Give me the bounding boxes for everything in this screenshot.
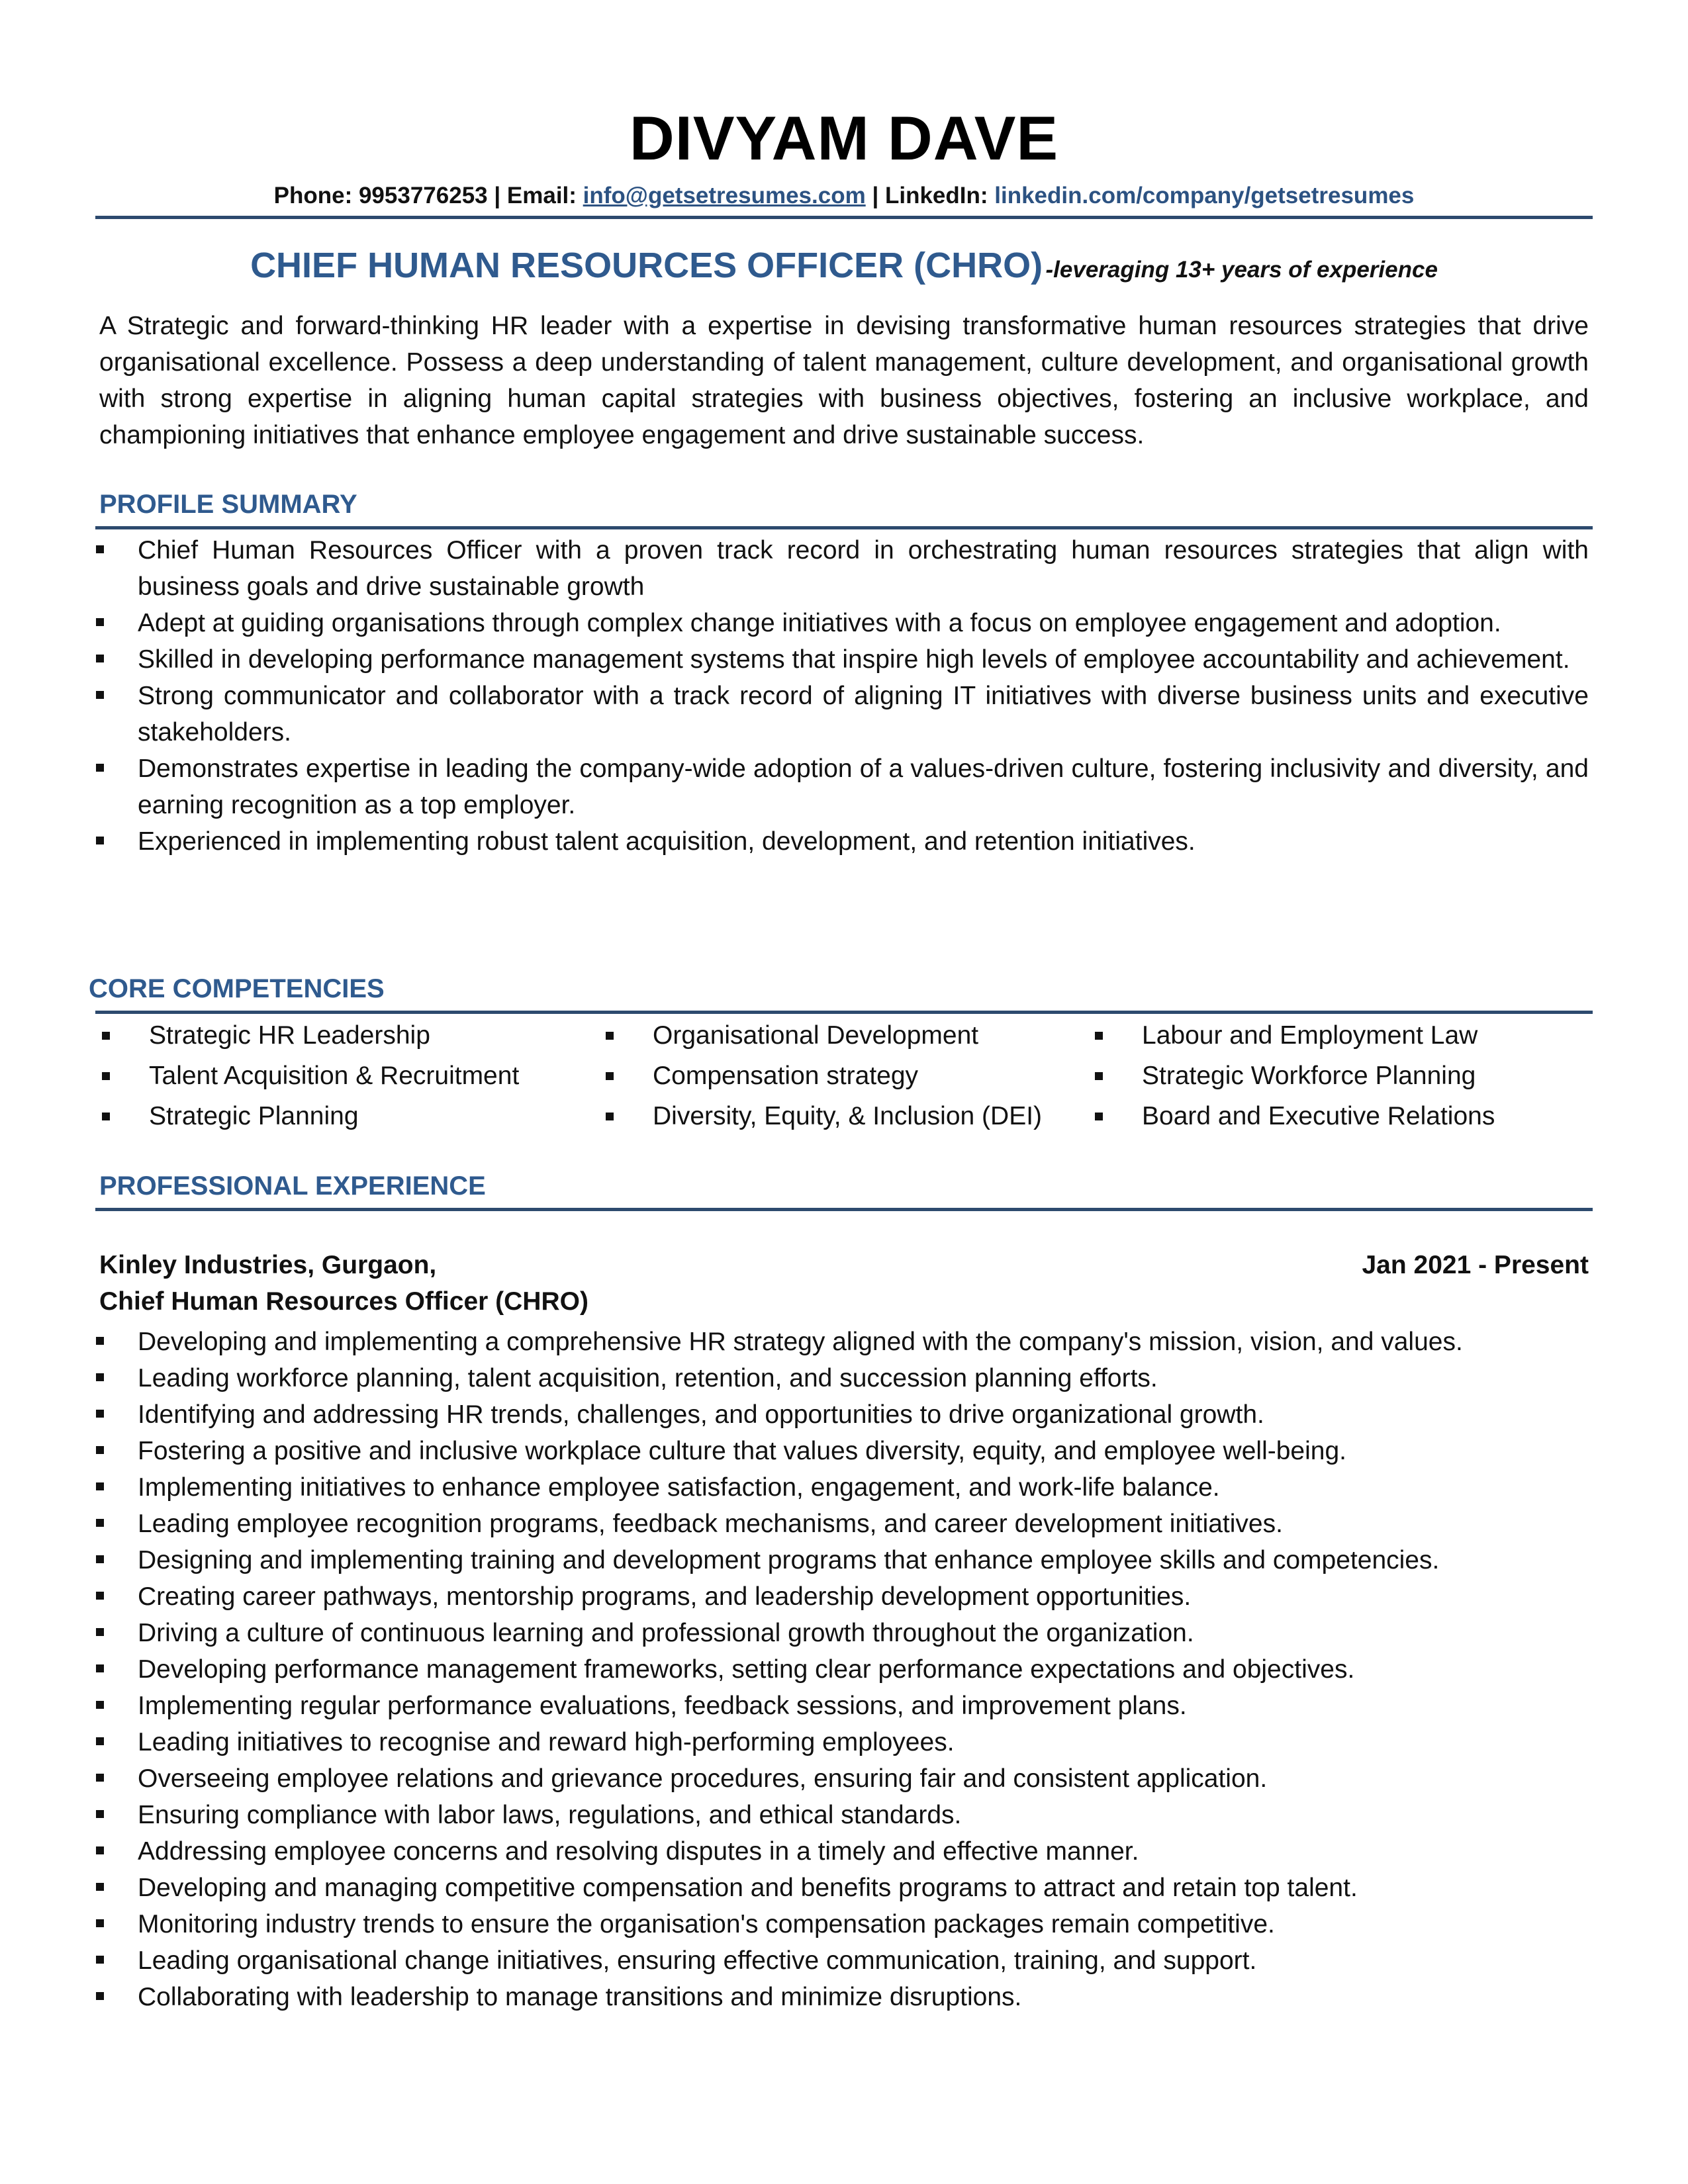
list-item-text: Implementing regular performance evaluations, feedback sessions, and improvement plans. <box>138 1692 1187 1720</box>
list-item <box>138 1542 1607 1578</box>
list-item-text: Strategic HR Leadership <box>149 1021 430 1050</box>
list-item <box>138 1360 1607 1396</box>
list-item-text: Leading initiatives to recognise and reward high-performing employees. <box>138 1728 955 1756</box>
list-item-text: Strategic Workforce Planning <box>1142 1062 1476 1090</box>
job-title: Chief Human Resources Officer (CHRO) <box>99 1287 588 1316</box>
list-item-text: Addressing employee concerns and resolving disputes in a timely and effective manner. <box>138 1837 1139 1866</box>
job-bullets <box>138 1324 1607 2015</box>
phone-label: Phone: <box>273 183 353 208</box>
bullet-icon <box>606 1113 614 1120</box>
list-item <box>138 1688 1607 1724</box>
core-competencies-heading: CORE COMPETENCIES <box>89 974 385 1003</box>
bullet-icon <box>96 1592 104 1600</box>
list-item <box>138 1578 1607 1615</box>
profile-summary-divider <box>95 526 1593 529</box>
list-item <box>1142 1056 1495 1096</box>
list-item-text: Overseeing employee relations and grievance procedures, ensuring fair and consistent application. <box>138 1764 1268 1793</box>
competencies-column <box>1142 1015 1495 1136</box>
experience-divider <box>95 1208 1593 1211</box>
list-item-text: Strategic Planning <box>149 1102 359 1130</box>
list-item <box>138 1615 1607 1651</box>
bullet-icon <box>96 1810 104 1818</box>
list-item-text: Developing and managing competitive compensation and benefits programs to attract and retain top talent. <box>138 1874 1358 1902</box>
list-item <box>1142 1015 1495 1056</box>
list-item <box>1142 1096 1495 1136</box>
phone-value: 9953776253 <box>358 183 488 208</box>
list-item <box>149 1015 519 1056</box>
bullet-icon <box>96 1664 104 1672</box>
list-item-text: Leading workforce planning, talent acquisition, retention, and succession planning efforts. <box>138 1364 1158 1392</box>
list-item <box>149 1096 519 1136</box>
bullet-icon <box>96 1919 104 1927</box>
email-label: Email: <box>506 183 577 208</box>
bullet-icon <box>96 1519 104 1527</box>
list-item <box>138 1870 1607 1906</box>
list-item <box>138 823 1589 860</box>
experience-heading: PROFESSIONAL EXPERIENCE <box>99 1171 486 1201</box>
header-divider <box>95 216 1593 219</box>
summary-paragraph: A Strategic and forward-thinking HR leader with a expertise in devising transformative human resources strategies that drive organisational excellence. Possess a deep understanding of talent management, culture development, and organisational growth with strong expertise in aligning human capital strategies with business objectives, fostering an inclusive workplace, and championing initiatives that enhance employee engagement and drive sustainable success. <box>99 312 1589 449</box>
list-item-text: Skilled in developing performance management systems that inspire high levels of employee accountability and achievement. <box>138 645 1570 674</box>
bullet-icon <box>96 764 104 772</box>
list-item <box>138 1396 1607 1433</box>
list-item <box>138 641 1589 678</box>
list-item-text: Implementing initiatives to enhance employee satisfaction, engagement, and work-life balance. <box>138 1473 1220 1502</box>
role-title: CHIEF HUMAN RESOURCES OFFICER (CHRO) <box>250 246 1043 285</box>
list-item-text: Leading employee recognition programs, feedback mechanisms, and career development initiatives. <box>138 1510 1283 1538</box>
bullet-icon <box>1095 1072 1103 1080</box>
list-item <box>138 1833 1607 1870</box>
bullet-icon <box>96 1956 104 1964</box>
bullet-icon <box>96 1410 104 1418</box>
bullet-icon <box>96 1701 104 1709</box>
bullet-icon <box>1095 1032 1103 1040</box>
list-item-text: Monitoring industry trends to ensure the organisation's compensation packages remain competitive. <box>138 1910 1275 1938</box>
bullet-icon <box>96 1446 104 1454</box>
list-item <box>138 1906 1607 1942</box>
bullet-icon <box>102 1113 110 1120</box>
list-item <box>138 1469 1607 1506</box>
list-item-text: Compensation strategy <box>653 1062 919 1090</box>
email-link[interactable]: info@getsetresumes.com <box>583 183 866 208</box>
job-dates: Jan 2021 - Present <box>1362 1251 1589 1279</box>
bullet-icon <box>96 1555 104 1563</box>
list-item-text: Chief Human Resources Officer with a proven track record in orchestrating human resources strategies that align with business goals and drive sustainable growth <box>138 536 1589 601</box>
list-item <box>149 1056 519 1096</box>
bullet-icon <box>96 545 104 553</box>
list-item <box>138 1433 1607 1469</box>
bullet-icon <box>96 1373 104 1381</box>
list-item-text: Adept at guiding organisations through complex change initiatives with a focus on employee engagement and adoption. <box>138 609 1501 637</box>
list-item-text: Collaborating with leadership to manage transitions and minimize disruptions. <box>138 1983 1022 2011</box>
bullet-icon <box>96 837 104 844</box>
contact-separator: | <box>494 183 501 208</box>
job-company: Kinley Industries, Gurgaon, <box>99 1251 437 1279</box>
list-item <box>138 1979 1607 2015</box>
list-item-text: Fostering a positive and inclusive workplace culture that values diversity, equity, and employee well-being. <box>138 1437 1346 1465</box>
profile-summary-list <box>138 532 1589 860</box>
list-item <box>653 1015 1042 1056</box>
list-item-text: Organisational Development <box>653 1021 979 1050</box>
bullet-icon <box>96 618 104 626</box>
bullet-icon <box>606 1072 614 1080</box>
linkedin-link[interactable]: linkedin.com/company/getsetresumes <box>994 183 1415 208</box>
contact-separator: | <box>872 183 879 208</box>
list-item-text: Strong communicator and collaborator with a track record of aligning IT initiatives with diverse business units and executive stakeholders. <box>138 682 1589 747</box>
list-item-text: Developing performance management frameworks, setting clear performance expectations and objectives. <box>138 1655 1355 1684</box>
list-item-text: Designing and implementing training and development programs that enhance employee skills and competencies. <box>138 1546 1440 1574</box>
bullet-icon <box>96 1774 104 1782</box>
list-item <box>138 1797 1607 1833</box>
list-item <box>138 751 1589 823</box>
list-item <box>138 1506 1607 1542</box>
bullet-icon <box>96 1992 104 2000</box>
list-item <box>138 1760 1607 1797</box>
competencies-column <box>149 1015 519 1136</box>
list-item-text: Leading organisational change initiatives, ensuring effective communication, training, and support. <box>138 1946 1257 1975</box>
list-item-text: Developing and implementing a comprehensive HR strategy aligned with the company's mission, vision, and values. <box>138 1328 1463 1356</box>
list-item-text: Creating career pathways, mentorship programs, and leadership development opportunities. <box>138 1582 1192 1611</box>
bullet-icon <box>96 655 104 662</box>
list-item-text: Experienced in implementing robust talent acquisition, development, and retention initiatives. <box>138 827 1196 856</box>
competencies-column <box>653 1015 1042 1136</box>
role-headline <box>0 245 1688 286</box>
list-item-text: Driving a culture of continuous learning and professional growth throughout the organization. <box>138 1619 1194 1647</box>
bullet-icon <box>96 691 104 699</box>
role-tagline: -leveraging 13+ years of experience <box>1045 257 1438 283</box>
bullet-icon <box>1095 1113 1103 1120</box>
list-item-text: Identifying and addressing HR trends, challenges, and opportunities to drive organizational growth. <box>138 1400 1264 1429</box>
list-item-text: Diversity, Equity, & Inclusion (DEI) <box>653 1102 1043 1130</box>
list-item-text: Demonstrates expertise in leading the company-wide adoption of a values-driven culture, fostering inclusivity and diversity, and earning recognition as a top employer. <box>138 754 1589 819</box>
list-item <box>138 532 1589 605</box>
list-item <box>138 1324 1607 1360</box>
bullet-icon <box>96 1628 104 1636</box>
bullet-icon <box>96 1846 104 1854</box>
bullet-icon <box>102 1072 110 1080</box>
list-item <box>138 678 1589 751</box>
list-item <box>653 1056 1042 1096</box>
bullet-icon <box>96 1482 104 1490</box>
bullet-icon <box>102 1032 110 1040</box>
list-item-text: Ensuring compliance with labor laws, regulations, and ethical standards. <box>138 1801 962 1829</box>
contact-line <box>0 183 1688 209</box>
profile-summary-heading: PROFILE SUMMARY <box>99 490 357 519</box>
list-item-text: Board and Executive Relations <box>1142 1102 1495 1130</box>
list-item <box>138 1651 1607 1688</box>
linkedin-label: LinkedIn: <box>884 183 988 208</box>
bullet-icon <box>606 1032 614 1040</box>
list-item-text: Talent Acquisition & Recruitment <box>149 1062 520 1090</box>
core-competencies-divider <box>95 1011 1593 1014</box>
list-item-text: Labour and Employment Law <box>1142 1021 1478 1050</box>
bullet-icon <box>96 1337 104 1345</box>
bullet-icon <box>96 1883 104 1891</box>
list-item <box>138 1942 1607 1979</box>
list-item <box>138 1724 1607 1760</box>
candidate-name: DIVYAM DAVE <box>629 103 1059 173</box>
list-item <box>653 1096 1042 1136</box>
list-item <box>138 605 1589 641</box>
bullet-icon <box>96 1737 104 1745</box>
